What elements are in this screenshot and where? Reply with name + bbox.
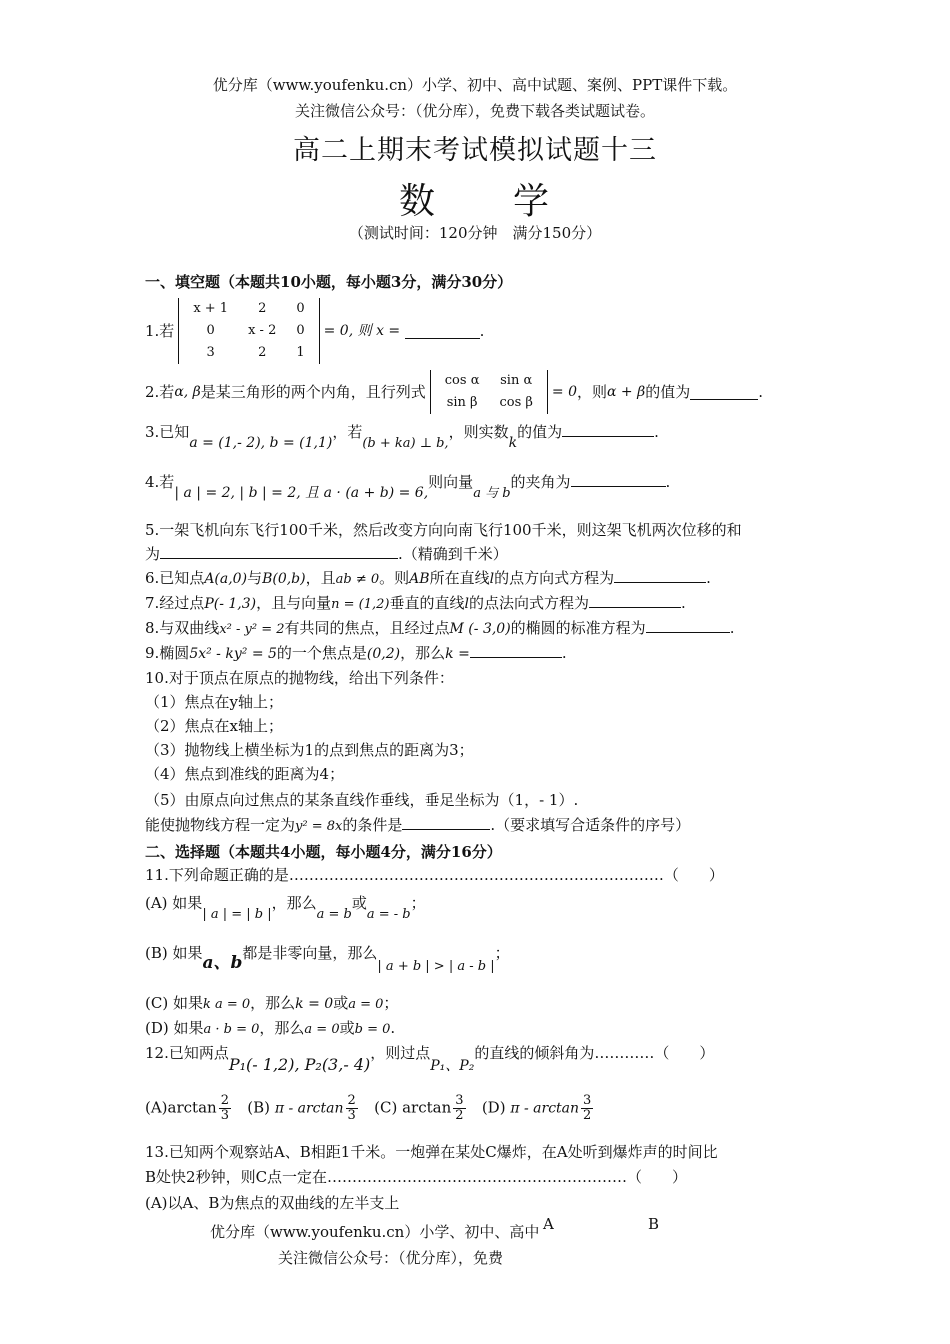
footer-line-2: 关注微信公众号：（优分库），免费 — [278, 1249, 504, 1267]
question-13: 13.已知两个观察站A、B相距1千米。一炮弹在某处C爆炸，在A处听到爆炸声的时间比 — [145, 1143, 718, 1161]
q7-text: 垂直的直线 — [389, 594, 465, 612]
q10-text: 的条件是 — [342, 816, 403, 834]
footer-line-1: 优分库（www.youfenku.cn）小学、初中、高中 — [210, 1223, 540, 1241]
q9-text: 9.椭圆 — [145, 644, 190, 662]
answer-blank[interactable] — [690, 385, 758, 400]
q11-option-d — [145, 1018, 395, 1040]
opt-expr: a = 0 — [348, 997, 384, 1012]
figure-label-b: B — [648, 1215, 660, 1233]
q8-expr: M (- 3,0) — [449, 621, 511, 637]
q6-text: 。则 — [379, 569, 410, 587]
q7-expr: l — [464, 596, 469, 612]
q7-text: 7.经过点 — [145, 594, 205, 612]
q9-text: 的一个焦点是 — [276, 644, 367, 662]
opt-text: ； — [383, 994, 399, 1012]
test-info: （测试时间：120分钟 满分150分） — [348, 224, 602, 242]
answer-blank[interactable] — [160, 544, 398, 559]
opt-fn: arctan — [402, 1098, 452, 1117]
answer-blank[interactable] — [589, 593, 681, 608]
opt-fn: arctan — [167, 1098, 217, 1117]
q4-mid: 则向量 — [428, 473, 474, 491]
q3-expr2: (b + ka) ⊥ b, — [362, 436, 449, 451]
fraction: $\frac{2}{3}$ — [220, 1093, 229, 1123]
q2-determinant — [430, 370, 548, 414]
opt-expr: b = 0 — [354, 1022, 391, 1037]
fraction: $\frac{3}{2}$ — [583, 1093, 592, 1123]
q3-k: k — [508, 435, 518, 451]
det-cell: 3 — [206, 345, 215, 360]
opt-text: ，那么 — [250, 994, 296, 1012]
question-1: 1.若 x + 1 2 0 0 x - 2 0 3 2 1 = 0, 则 x = . — [145, 298, 484, 364]
q3-expr1: a = (1,- 2), b = (1,1) — [189, 435, 333, 451]
q9-expr: 5x² - ky² = 5 — [189, 646, 277, 662]
q2-vars: α, β — [174, 384, 201, 400]
q7-expr: P(- 1,3) — [204, 596, 257, 612]
answer-blank[interactable] — [646, 618, 730, 633]
det-cell: 2 — [258, 301, 267, 316]
q6-text: ，且 — [305, 569, 336, 587]
figure-label-a: A — [543, 1215, 554, 1233]
q8-text: 的椭圆的标准方程为 — [510, 619, 646, 637]
question-3: 3.已知a = (1,- 2), b = (1,1)，若(b + ka) ⊥ b,，则实数k的值为 . — [145, 423, 659, 451]
q2-suffix: ，则 — [577, 383, 608, 401]
question-9: 9.椭圆5x² - ky² = 5的一个焦点是(0,2)，那么k = . — [145, 644, 567, 662]
opt-text: 或 — [339, 1019, 355, 1037]
q6-text: 6.已知点 — [145, 569, 205, 587]
page-title: 高二上期末考试模拟试题十三 — [293, 135, 657, 166]
q2-end: 的值为 — [645, 383, 691, 401]
q12-expr: P₁(- 1,2), P₂(3,- 4) — [228, 1055, 371, 1074]
q12-text: 的直线的倾斜角为…………（ ） — [474, 1044, 715, 1062]
answer-blank[interactable] — [405, 324, 480, 339]
opt-label: (C) — [374, 1098, 398, 1117]
opt-expr: k a = 0 — [202, 997, 251, 1012]
opt-text: 或 — [351, 894, 367, 912]
q3-prefix: 3.已知 — [145, 423, 190, 441]
opt-fn: π - arctan — [274, 1100, 344, 1117]
question-2: 2.若α, β是某三角形的两个内角，且行列式 cos α sin α sin β cos β = 0，则α + β的值为 . — [145, 370, 763, 414]
q2-mid: 是某三角形的两个内角，且行列式 — [200, 383, 426, 401]
answer-blank[interactable] — [470, 643, 562, 658]
question-4: 4.若| a | = 2, | b | = 2, 且 a · (a + b) = 6,则向量a 与 b的夹角为 . — [145, 473, 671, 501]
q1-suffix: = 0, 则 x = — [323, 323, 405, 339]
q12-text: ，则过点 — [370, 1044, 431, 1062]
q12-options — [145, 1094, 595, 1123]
q1-prefix: 1.若 — [145, 322, 175, 340]
q10-expr: y² = 8x — [295, 819, 343, 834]
question-5: 5.一架飞机向东飞行100千米，然后改变方向向南飞行100千米，则这架飞机两次位移的和 — [145, 521, 742, 539]
opt-text: (D) 如果 — [145, 1019, 204, 1037]
q13-option-a: (A)以A、B为焦点的双曲线的左半支上 — [145, 1194, 400, 1212]
opt-text: 或 — [333, 994, 349, 1012]
q4-end: 的夹角为 — [510, 473, 571, 491]
q3-mid2: ，则实数 — [448, 423, 509, 441]
opt-label: (B) — [247, 1098, 271, 1117]
section-1-title: 一、填空题（本题共10小题，每小题3分，满分30分） — [145, 273, 513, 291]
question-5-line-2 — [145, 544, 508, 564]
opt-text: ； — [494, 944, 510, 962]
q11-option-b — [145, 943, 510, 974]
q6-text: 与 — [247, 569, 263, 587]
q8-text: 8.与双曲线 — [145, 619, 220, 637]
question-8: 8.与双曲线x² - y² = 2有共同的焦点，且经过点M (- 3,0)的椭圆的标准方程为 . — [145, 619, 735, 637]
q6-text: 所在直线 — [429, 569, 490, 587]
opt-expr: a · b = 0 — [203, 1022, 260, 1037]
q1-determinant — [178, 298, 319, 364]
det-cell: x - 2 — [248, 323, 277, 338]
opt-expr: a = b — [316, 907, 352, 922]
opt-label: (D) — [481, 1098, 506, 1117]
det-cell: 0 — [206, 323, 215, 338]
opt-expr: a = 0 — [304, 1022, 340, 1037]
q6-expr: ab ≠ 0 — [335, 572, 380, 587]
q2-expr: α + β — [607, 384, 646, 400]
question-11: 11.下列命题正确的是…………………………………………………………………（ ） — [145, 866, 724, 884]
opt-label: (A) — [145, 1098, 168, 1117]
question-6: 6.已知点A(a,0)与B(0,b)，且ab ≠ 0。则AB所在直线l的点方向式方程为 . — [145, 569, 711, 587]
det-cell: sin β — [446, 395, 478, 410]
q10-text: .（要求填写合适条件的序号） — [490, 816, 691, 834]
q5-prefix: 为 — [145, 545, 161, 563]
q6-expr: A(a,0) — [204, 571, 248, 587]
answer-blank[interactable] — [571, 472, 666, 487]
q4-expr: | a | = 2, | b | = 2, 且 a · (a + b) = 6, — [174, 485, 429, 501]
q4-prefix: 4.若 — [145, 473, 175, 491]
opt-text: ，那么 — [271, 894, 317, 912]
q5-end: .（精确到千米） — [398, 545, 508, 563]
opt-fn: π - arctan — [510, 1100, 580, 1117]
det-cell: cos β — [499, 395, 533, 410]
q6-text: 的点方向式方程为 — [494, 569, 615, 587]
opt-expr: | a | = | b | — [202, 907, 272, 922]
q10-condition-3: （3）抛物线上横坐标为1的点到焦点的距离为3； — [145, 741, 474, 759]
det-cell: 0 — [296, 323, 305, 338]
opt-text: ，那么 — [259, 1019, 305, 1037]
answer-blank[interactable] — [402, 815, 490, 830]
question-10: 10.对于顶点在原点的抛物线，给出下列条件： — [145, 669, 454, 687]
q8-text: 有共同的焦点，且经过点 — [284, 619, 450, 637]
opt-text: (C) 如果 — [145, 994, 203, 1012]
q6-expr: AB — [409, 571, 430, 587]
q12-text: 12.已知两点 — [145, 1044, 229, 1062]
q10-text: 能使抛物线方程一定为 — [145, 816, 296, 834]
header-line-2: 关注微信公众号：（优分库），免费下载各类试题试卷。 — [294, 102, 655, 120]
det-cell: cos α — [444, 373, 480, 388]
q6-expr: B(0,b) — [262, 571, 306, 587]
opt-text: (B) 如果 — [145, 944, 203, 962]
det-cell: sin α — [500, 373, 533, 388]
q9-expr: k = — [445, 646, 470, 662]
header-line-1: 优分库（www.youfenku.cn）小学、初中、高中试题、案例、PPT课件下载。 — [212, 76, 738, 94]
q4-expr2: a 与 b — [473, 486, 511, 501]
question-13-line-2: B处快2秒钟，则C点一定在……………………………………………………（ ） — [145, 1168, 688, 1186]
q2-eq: = 0 — [551, 384, 578, 400]
fraction: $\frac{2}{3}$ — [347, 1093, 356, 1123]
q7-text: ，且与向量 — [256, 594, 332, 612]
q12-expr: P₁、P₂ — [430, 1058, 475, 1074]
q10-condition-5: （5）由原点向过焦点的某条直线作垂线，垂足坐标为（1，- 1）. — [145, 791, 579, 809]
q10-last-line — [145, 815, 690, 837]
q6-expr: l — [489, 571, 495, 587]
q7-expr: n = (1,2) — [331, 597, 390, 612]
fraction: $\frac{3}{2}$ — [455, 1093, 464, 1123]
q10-condition-1: （1）焦点在y轴上； — [145, 693, 284, 711]
q7-text: 的点法向式方程为 — [468, 594, 589, 612]
question-12 — [145, 1043, 715, 1074]
question-7: 7.经过点P(- 1,3)，且与向量n = (1,2)垂直的直线l的点法向式方程为 . — [145, 594, 686, 612]
det-cell: x + 1 — [193, 301, 229, 316]
q3-mid: ，若 — [332, 423, 363, 441]
opt-expr: a = - b — [366, 907, 411, 922]
q10-condition-4: （4）焦点到准线的距离为4； — [145, 765, 345, 783]
opt-text: (A) 如果 — [145, 894, 203, 912]
opt-expr: k = 0 — [295, 996, 334, 1012]
opt-expr: a、b — [202, 953, 243, 973]
q11-option-a — [145, 893, 426, 922]
q11-option-c — [145, 993, 398, 1015]
q3-end: 的值为 — [517, 423, 563, 441]
det-cell: 1 — [296, 345, 305, 360]
subject-title: 数 学 — [398, 181, 551, 222]
opt-text: 都是非零向量，那么 — [242, 944, 378, 962]
answer-blank[interactable] — [562, 422, 654, 437]
opt-text: ； — [410, 894, 426, 912]
opt-expr: | a + b | > | a - b | — [377, 959, 495, 974]
q9-expr: (0,2) — [366, 646, 401, 662]
det-cell: 2 — [258, 345, 267, 360]
q9-text: ，那么 — [400, 644, 446, 662]
q2-prefix: 2.若 — [145, 383, 175, 401]
section-2-title: 二、选择题（本题共4小题，每小题4分，满分16分） — [145, 843, 502, 861]
q8-expr: x² - y² = 2 — [219, 622, 285, 637]
opt-text: . — [390, 1019, 396, 1037]
q10-condition-2: （2）焦点在x轴上； — [145, 717, 284, 735]
answer-blank[interactable] — [614, 568, 706, 583]
det-cell: 0 — [296, 301, 305, 316]
